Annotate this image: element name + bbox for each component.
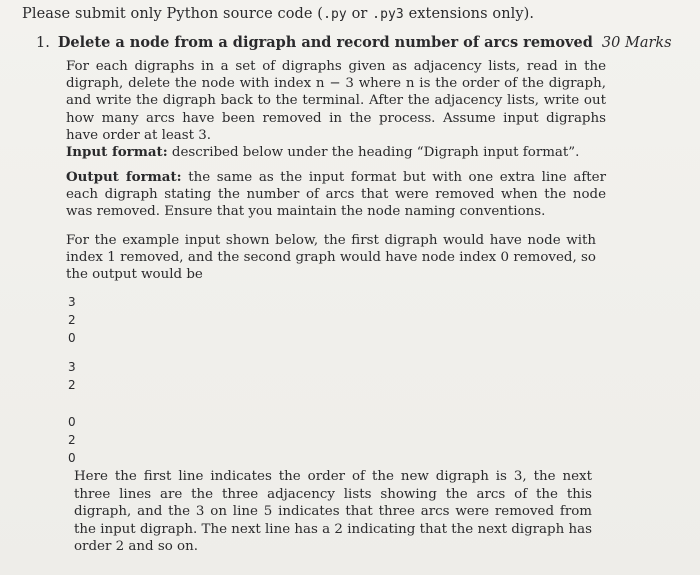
sample-line: 0 — [68, 415, 76, 429]
submission-instructions — [22, 6, 534, 22]
question-title: Delete a node from a digraph and record number of arcs removed — [57, 34, 593, 51]
sample-line: 2 — [68, 313, 76, 327]
sample-line: 3 — [68, 360, 76, 374]
intro-text-mid: or — [346, 6, 373, 22]
sample-line: 0 — [68, 451, 76, 465]
output-format-label: Output format: — [66, 169, 182, 185]
sample-output-block-3 — [68, 413, 76, 467]
sample-line: 3 — [68, 295, 76, 309]
question-number: 1. — [36, 35, 50, 51]
output-format-text: the same as the input format but with one extra line after each digraph stating the number of arcs that were removed when the node was removed. Ensure that you maintain the node naming conventions. — [66, 170, 606, 220]
example-intro-paragraph: For the example input shown below, the first digraph would have node with index 1 removed, and the second graph would have node index 0 removed, so the output would be — [66, 233, 596, 283]
input-format-text: described below under the heading “Digraph input format”. — [167, 145, 580, 160]
extension-py: .py — [323, 7, 347, 22]
input-format-label: Input format: — [66, 144, 168, 160]
sample-line: 2 — [68, 433, 76, 447]
task-description: For each digraphs in a set of digraphs given as adjacency lists, read in the digraph, delete the node with index n − 3 where n is the order of the digraph, and write the digraph back to the terminal. After the adjacency lists, write out how many arcs have been removed in the process. Assume input digraphs have order at least 3. — [66, 59, 606, 143]
question-marks: 30 Marks — [601, 35, 672, 51]
question-heading — [36, 34, 672, 51]
extension-py3: .py3 — [372, 7, 404, 22]
intro-text-after: extensions only). — [403, 6, 535, 22]
sample-line: 0 — [68, 331, 76, 345]
intro-text-before: Please submit only Python source code ( — [22, 6, 324, 22]
sample-output-block-1 — [68, 293, 76, 347]
output-format-paragraph — [66, 169, 606, 221]
input-format-paragraph — [66, 144, 606, 161]
sample-line: 2 — [68, 378, 76, 392]
explanation-paragraph: Here the first line indicates the order of the new digraph is 3, the next three lines are the three adjacency lists showing the arcs of the this digraph, and the 3 on line 5 indicates that three arcs were removed from the input digraph. The next line has a 2 indicating that the next digraph has order 2 and so on. — [74, 469, 592, 555]
sample-output-block-2 — [68, 358, 76, 394]
